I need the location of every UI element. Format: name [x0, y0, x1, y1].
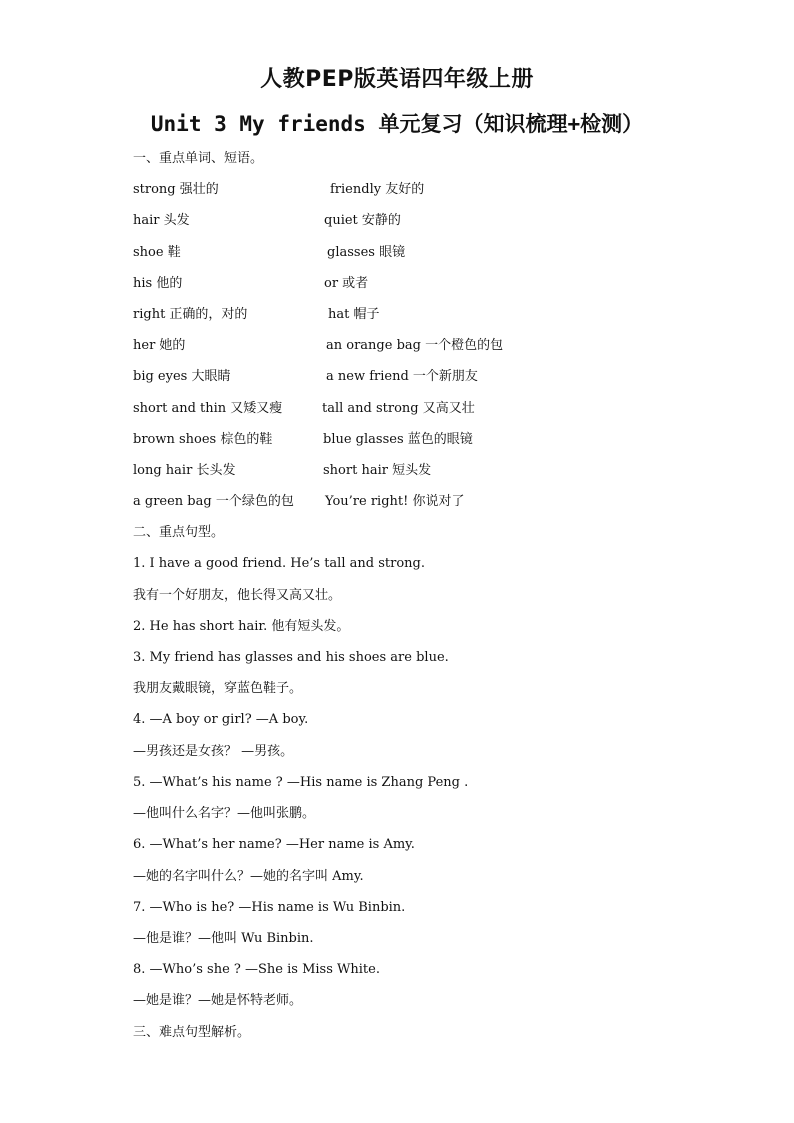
vocab-left-2: hair 头发 [133, 213, 190, 228]
vocab-right-6: an orange bag 一个橙色的包 [326, 338, 504, 353]
sentence-line-5: 我朋友戴眼镜，穿蓝色鞋子。 [133, 681, 303, 696]
sentence-line-1: 1. I have a good friend. He’s tall and strong. [133, 556, 425, 571]
sentence-line-12: 7. —Who is he? —His name is Wu Binbin. [133, 900, 406, 915]
vocab-left-3: shoe 鞋 [133, 245, 181, 260]
sentence-line-4: 3. My friend has glasses and his shoes are blue. [133, 650, 449, 665]
vocab-left-9: brown shoes 棕色的鞋 [133, 432, 273, 447]
document-title: 人教PEP版英语四年级上册 [260, 67, 534, 92]
document-subtitle: Unit 3 My friends 单元复习（知识梳理+检测） [150, 112, 644, 136]
vocab-left-10: long hair 长头发 [133, 463, 236, 478]
vocab-right-3: glasses 眼镜 [327, 245, 406, 260]
vocab-right-10: short hair 短头发 [323, 463, 432, 478]
vocab-right-4: or 或者 [324, 276, 369, 291]
sentence-line-2: 我有一个好朋友，他长得又高又壮。 [133, 588, 342, 603]
sentence-line-10: 6. —What’s her name? —Her name is Amy. [133, 837, 415, 852]
vocab-right-5: hat 帽子 [328, 307, 380, 322]
sentence-line-14: 8. —Who’s she ? —She is Miss White. [133, 962, 380, 977]
sentence-line-13: —他是谁？—他叫 Wu Binbin. [133, 931, 314, 946]
sentence-line-11: —她的名字叫什么？—她的名字叫 Amy. [133, 869, 364, 884]
sentence-line-8: 5. —What’s his name ? —His name is Zhang Peng . [133, 775, 469, 790]
vocab-left-8: short and thin 又矮又瘦 [133, 401, 283, 416]
vocab-left-4: his 他的 [133, 276, 183, 291]
vocab-right-11: You’re right! 你说对了 [325, 494, 465, 509]
sentence-line-9: —他叫什么名字？—他叫张鹏。 [133, 806, 316, 821]
vocab-right-8: tall and strong 又高又壮 [322, 401, 475, 416]
section-heading-difficult: 三、难点句型解析。 [133, 1025, 251, 1040]
vocab-left-11: a green bag 一个绿色的包 [133, 494, 294, 509]
vocab-right-7: a new friend 一个新朋友 [326, 369, 478, 384]
section-heading-sentences: 二、重点句型。 [133, 525, 225, 540]
vocab-left-6: her 她的 [133, 338, 186, 353]
vocab-left-5: right 正确的，对的 [133, 307, 248, 322]
section-heading-vocab: 一、重点单词、短语。 [133, 151, 264, 166]
sentence-line-7: —男孩还是女孩？ —男孩。 [133, 744, 294, 759]
vocab-left-1: strong 强壮的 [133, 182, 219, 197]
vocab-right-2: quiet 安静的 [324, 213, 401, 228]
vocab-right-9: blue glasses 蓝色的眼镜 [323, 432, 473, 447]
sentence-line-3: 2. He has short hair. 他有短头发。 [133, 619, 350, 634]
sentence-line-6: 4. —A boy or girl? —A boy. [133, 712, 309, 727]
sentence-line-15: —她是谁？—她是怀特老师。 [133, 993, 303, 1008]
vocab-left-7: big eyes 大眼睛 [133, 369, 231, 384]
vocab-right-1: friendly 友好的 [330, 182, 425, 197]
